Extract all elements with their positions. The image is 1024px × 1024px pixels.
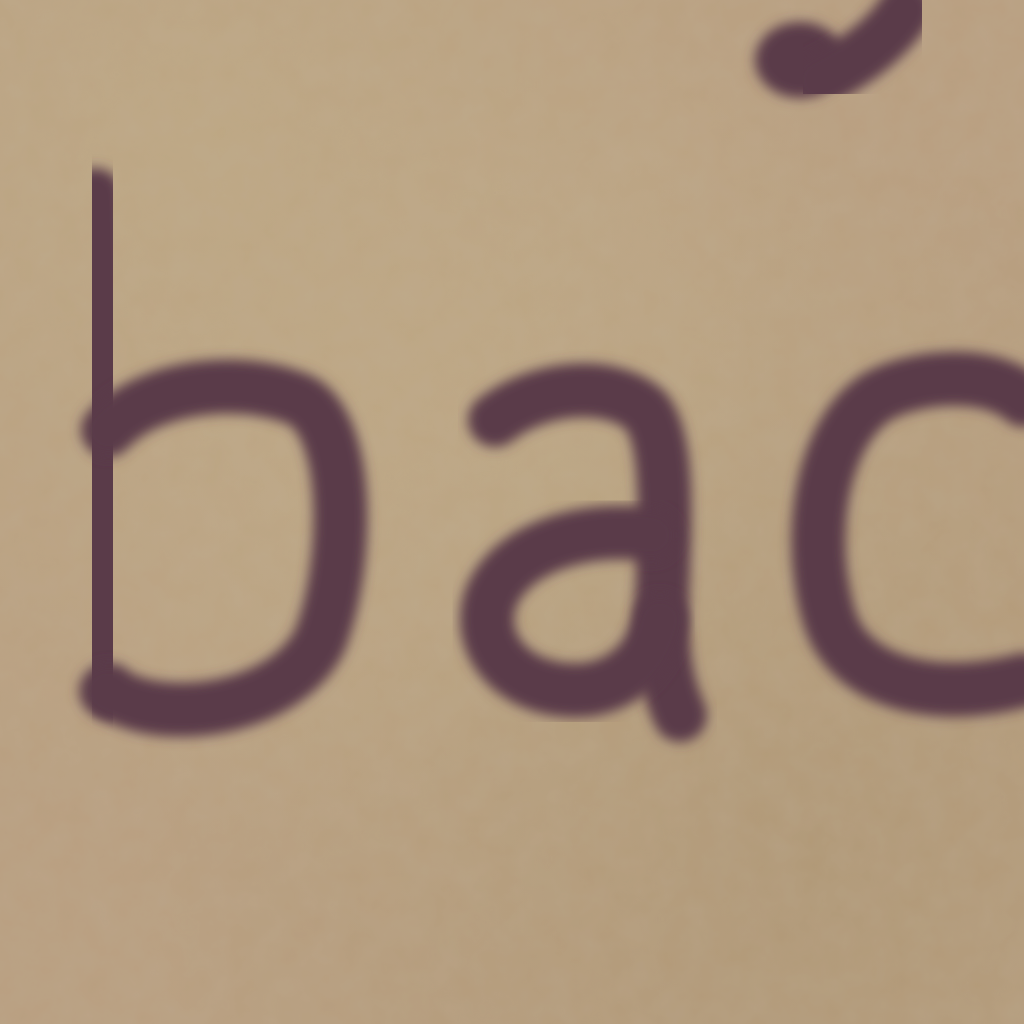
acute-accent: [755, 10, 905, 98]
letter-c: [818, 379, 1024, 690]
letter-a: [487, 390, 680, 715]
letter-b: [95, 195, 340, 710]
